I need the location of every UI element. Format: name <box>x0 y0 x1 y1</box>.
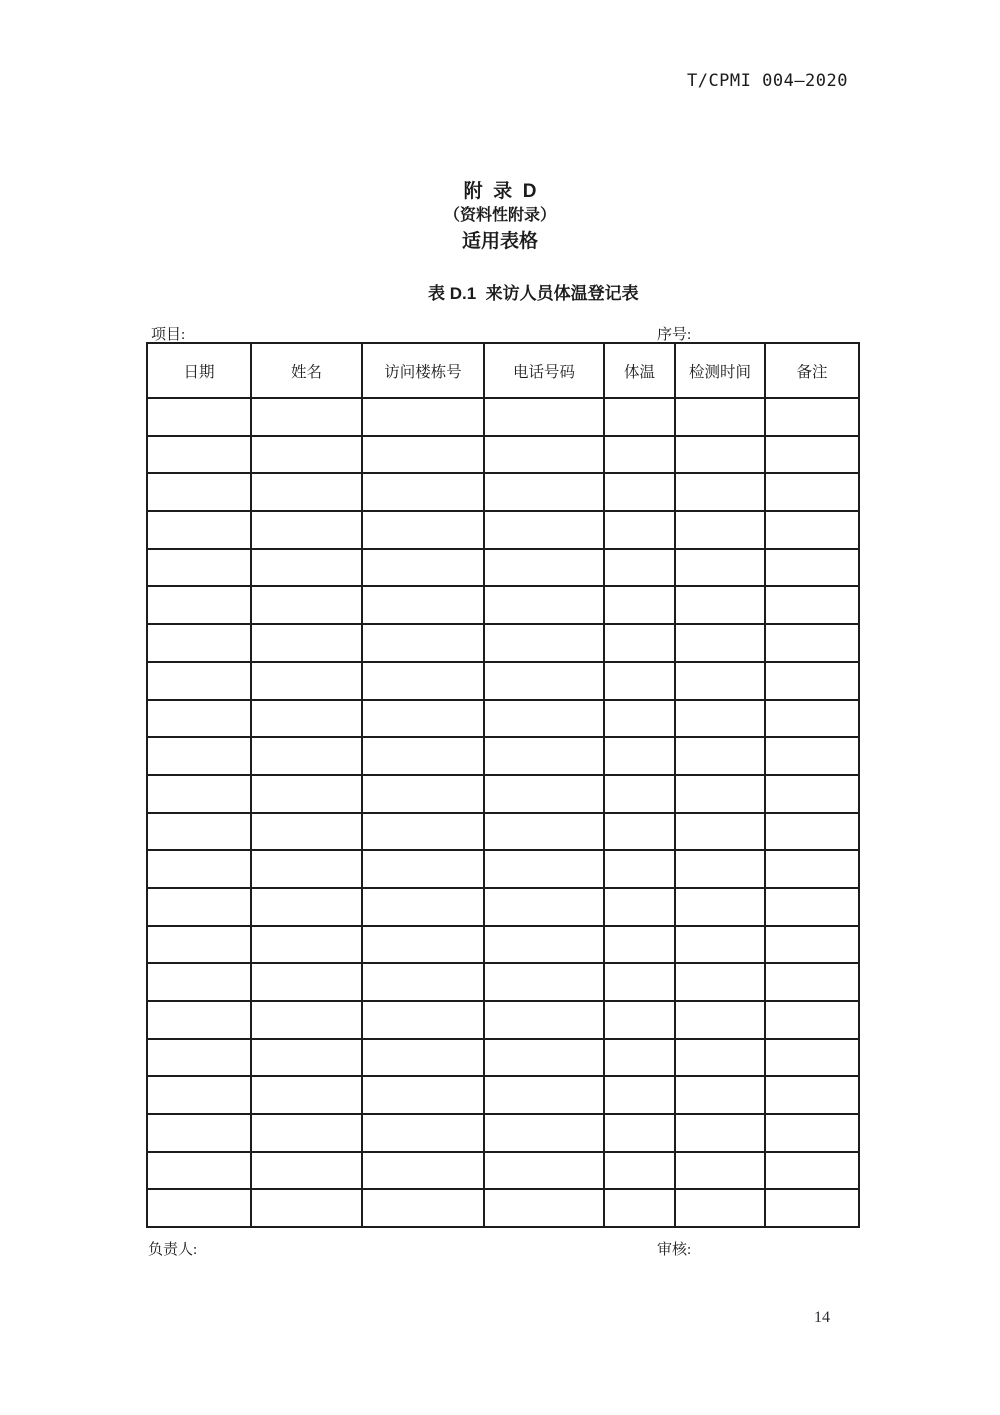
empty-cell <box>604 1076 675 1114</box>
empty-cell <box>604 473 675 511</box>
column-header: 电话号码 <box>484 343 604 398</box>
empty-cell <box>765 1152 859 1190</box>
empty-cell <box>484 963 604 1001</box>
empty-cell <box>765 511 859 549</box>
empty-cell <box>484 926 604 964</box>
person-in-charge-label: 负责人: <box>148 1242 198 1258</box>
empty-cell <box>675 1152 765 1190</box>
empty-cell <box>362 963 484 1001</box>
empty-cell <box>604 850 675 888</box>
empty-row <box>147 775 859 813</box>
empty-cell <box>765 888 859 926</box>
empty-cell <box>147 813 251 851</box>
empty-cell <box>147 473 251 511</box>
empty-cell <box>362 549 484 587</box>
empty-cell <box>765 926 859 964</box>
empty-cell <box>484 737 604 775</box>
empty-cell <box>765 850 859 888</box>
empty-row <box>147 1114 859 1152</box>
empty-cell <box>251 549 362 587</box>
table-header-row <box>147 343 859 398</box>
appendix-section-title: 适用表格 <box>461 231 538 252</box>
empty-row <box>147 963 859 1001</box>
reviewer-label: 审核: <box>657 1242 692 1258</box>
empty-cell <box>675 926 765 964</box>
empty-cell <box>251 436 362 474</box>
empty-cell <box>147 586 251 624</box>
empty-cell <box>251 700 362 738</box>
empty-cell <box>362 700 484 738</box>
empty-cell <box>147 850 251 888</box>
empty-cell <box>675 888 765 926</box>
empty-cell <box>362 1152 484 1190</box>
project-label: 项目: <box>151 327 186 343</box>
column-header: 检测时间 <box>675 343 765 398</box>
empty-cell <box>484 888 604 926</box>
empty-cell <box>604 511 675 549</box>
empty-cell <box>147 1039 251 1077</box>
empty-cell <box>675 398 765 436</box>
empty-cell <box>765 1001 859 1039</box>
empty-cell <box>675 737 765 775</box>
empty-cell <box>675 700 765 738</box>
empty-cell <box>675 511 765 549</box>
empty-cell <box>362 1001 484 1039</box>
empty-cell <box>675 813 765 851</box>
empty-row <box>147 888 859 926</box>
empty-cell <box>362 473 484 511</box>
empty-cell <box>484 586 604 624</box>
empty-cell <box>675 850 765 888</box>
empty-cell <box>765 700 859 738</box>
empty-cell <box>251 850 362 888</box>
empty-cell <box>484 549 604 587</box>
page-number: 14 <box>814 1309 830 1326</box>
empty-cell <box>251 473 362 511</box>
empty-cell <box>604 549 675 587</box>
empty-cell <box>765 398 859 436</box>
empty-cell <box>604 813 675 851</box>
empty-row <box>147 1152 859 1190</box>
appendix-title: 附 录 D <box>463 181 537 202</box>
empty-cell <box>484 511 604 549</box>
empty-cell <box>362 586 484 624</box>
empty-cell <box>675 473 765 511</box>
visitor-temperature-table <box>146 342 860 1228</box>
column-header: 姓名 <box>251 343 362 398</box>
empty-cell <box>604 963 675 1001</box>
empty-row <box>147 813 859 851</box>
empty-cell <box>251 888 362 926</box>
empty-cell <box>362 850 484 888</box>
empty-row <box>147 662 859 700</box>
empty-row <box>147 398 859 436</box>
empty-cell <box>251 963 362 1001</box>
empty-cell <box>362 813 484 851</box>
empty-cell <box>675 436 765 474</box>
empty-cell <box>484 436 604 474</box>
empty-cell <box>147 511 251 549</box>
empty-row <box>147 436 859 474</box>
empty-cell <box>147 737 251 775</box>
empty-cell <box>147 963 251 1001</box>
empty-cell <box>251 737 362 775</box>
empty-cell <box>675 775 765 813</box>
empty-cell <box>147 1189 251 1227</box>
empty-cell <box>675 662 765 700</box>
empty-cell <box>765 775 859 813</box>
empty-cell <box>362 737 484 775</box>
column-header: 备注 <box>765 343 859 398</box>
empty-cell <box>251 1189 362 1227</box>
empty-cell <box>604 700 675 738</box>
empty-cell <box>484 700 604 738</box>
empty-row <box>147 1039 859 1077</box>
empty-cell <box>251 662 362 700</box>
empty-cell <box>765 1189 859 1227</box>
empty-cell <box>484 850 604 888</box>
empty-cell <box>362 926 484 964</box>
empty-cell <box>604 624 675 662</box>
empty-cell <box>675 963 765 1001</box>
empty-cell <box>765 1114 859 1152</box>
empty-cell <box>147 662 251 700</box>
empty-cell <box>251 398 362 436</box>
empty-cell <box>604 1039 675 1077</box>
empty-cell <box>484 398 604 436</box>
empty-cell <box>765 963 859 1001</box>
empty-cell <box>362 1076 484 1114</box>
empty-row <box>147 586 859 624</box>
empty-cell <box>604 1189 675 1227</box>
empty-cell <box>484 775 604 813</box>
empty-row <box>147 926 859 964</box>
empty-cell <box>484 473 604 511</box>
empty-cell <box>675 1001 765 1039</box>
empty-cell <box>147 926 251 964</box>
empty-cell <box>765 549 859 587</box>
table-caption: 表 D.1 来访人员体温登记表 <box>428 284 639 303</box>
empty-row <box>147 1076 859 1114</box>
empty-cell <box>604 775 675 813</box>
empty-cell <box>604 737 675 775</box>
empty-row <box>147 850 859 888</box>
empty-cell <box>147 549 251 587</box>
empty-cell <box>604 662 675 700</box>
empty-cell <box>765 586 859 624</box>
empty-row <box>147 737 859 775</box>
empty-row <box>147 700 859 738</box>
empty-cell <box>604 888 675 926</box>
empty-cell <box>251 624 362 662</box>
empty-row <box>147 473 859 511</box>
empty-cell <box>604 1114 675 1152</box>
appendix-subtitle: （资料性附录） <box>443 207 556 224</box>
empty-cell <box>251 1039 362 1077</box>
empty-cell <box>484 624 604 662</box>
column-header: 访问楼栋号 <box>362 343 484 398</box>
empty-cell <box>765 473 859 511</box>
empty-cell <box>362 511 484 549</box>
empty-cell <box>484 813 604 851</box>
empty-cell <box>147 700 251 738</box>
empty-cell <box>251 813 362 851</box>
empty-cell <box>362 436 484 474</box>
empty-cell <box>362 888 484 926</box>
empty-cell <box>251 926 362 964</box>
empty-cell <box>675 549 765 587</box>
empty-cell <box>765 813 859 851</box>
standard-code: T/CPMI 004—2020 <box>686 71 848 91</box>
table-body <box>147 398 859 1227</box>
empty-cell <box>484 1152 604 1190</box>
empty-cell <box>147 1001 251 1039</box>
empty-cell <box>251 1001 362 1039</box>
empty-cell <box>362 398 484 436</box>
empty-cell <box>362 1039 484 1077</box>
empty-cell <box>147 775 251 813</box>
empty-row <box>147 1001 859 1039</box>
empty-cell <box>765 436 859 474</box>
empty-cell <box>362 624 484 662</box>
empty-cell <box>765 1076 859 1114</box>
empty-cell <box>675 1076 765 1114</box>
empty-cell <box>765 624 859 662</box>
column-header: 日期 <box>147 343 251 398</box>
empty-cell <box>484 1039 604 1077</box>
empty-cell <box>675 586 765 624</box>
empty-cell <box>362 662 484 700</box>
empty-cell <box>362 1189 484 1227</box>
empty-cell <box>675 1039 765 1077</box>
empty-cell <box>251 1152 362 1190</box>
empty-cell <box>765 662 859 700</box>
empty-cell <box>484 1189 604 1227</box>
empty-cell <box>362 1114 484 1152</box>
empty-cell <box>251 1114 362 1152</box>
empty-row <box>147 624 859 662</box>
empty-cell <box>604 926 675 964</box>
empty-cell <box>147 1076 251 1114</box>
empty-cell <box>675 1114 765 1152</box>
empty-cell <box>251 775 362 813</box>
empty-cell <box>765 737 859 775</box>
serial-number-label: 序号: <box>657 327 692 343</box>
empty-cell <box>484 1076 604 1114</box>
empty-cell <box>147 1152 251 1190</box>
empty-cell <box>251 586 362 624</box>
empty-row <box>147 549 859 587</box>
empty-cell <box>765 1039 859 1077</box>
empty-cell <box>362 775 484 813</box>
empty-cell <box>147 1114 251 1152</box>
empty-cell <box>147 398 251 436</box>
empty-cell <box>251 1076 362 1114</box>
empty-cell <box>604 1001 675 1039</box>
empty-cell <box>147 888 251 926</box>
empty-cell <box>147 436 251 474</box>
empty-cell <box>251 511 362 549</box>
column-header: 体温 <box>604 343 675 398</box>
empty-row <box>147 511 859 549</box>
empty-cell <box>484 1114 604 1152</box>
empty-cell <box>675 1189 765 1227</box>
empty-cell <box>484 1001 604 1039</box>
empty-row <box>147 1189 859 1227</box>
empty-cell <box>604 586 675 624</box>
empty-cell <box>675 624 765 662</box>
empty-cell <box>484 662 604 700</box>
empty-cell <box>604 1152 675 1190</box>
empty-cell <box>604 398 675 436</box>
empty-cell <box>604 436 675 474</box>
empty-cell <box>147 624 251 662</box>
